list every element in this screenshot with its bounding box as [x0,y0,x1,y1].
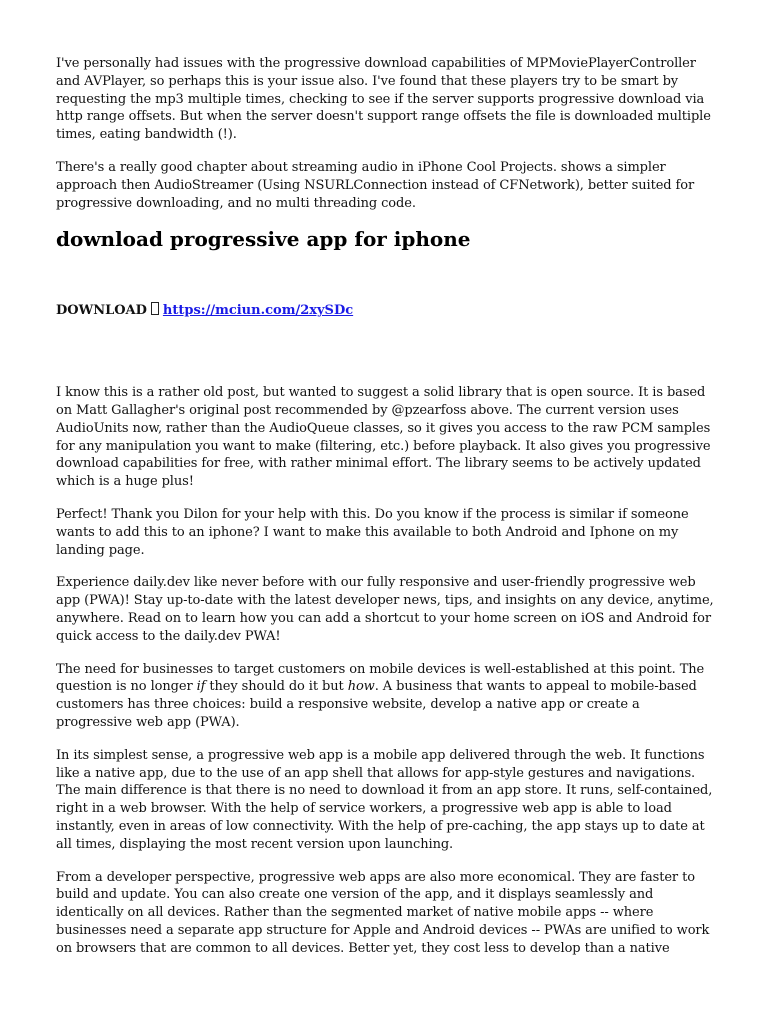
paragraph-library-suggestion: I know this is a rather old post, but wanted to suggest a solid library that is open source. It is based on Matt Gallagher's original post recommended by @pzearfoss above. The current version uses AudioUnits now, rather than the AudioQueue classes, so it gives you access to the raw PCM samples for any manipulation you want to make (filtering, etc.) before playback. It also gives you progressive download capabilities for free, with rather minimal effort. The library seems to be actively updated which is a huge plus! [56,385,711,490]
download-line [56,302,716,320]
paragraph-business-need [56,661,716,732]
page-heading: download progressive app for iphone [56,227,471,252]
paragraph-player-issues: I've personally had issues with the progressive download capabilities of MPMoviePlayerController and AVPlayer, so perhaps this is your issue also. I've found that these players try to be smart by requesting the mp3 multiple times, checking to see if the server supports progressive download via http range offsets. But when the server doesn't support range offsets the file is downloaded multiple times, eating bandwidth (!). [56,56,711,143]
paragraph-streaming-chapter: There's a really good chapter about streaming audio in iPhone Cool Projects. shows a simpler approach then AudioStreamer (Using NSURLConnection instead of CFNetwork), better suited for progressive downloading, and no multi threading code. [56,159,695,211]
document-page [56,55,716,972]
business-text-1: The need for businesses to target customers on mobile devices is well-established at this point. The question is no longer [56,661,705,695]
paragraph-daily-dev: Experience daily.dev like never before with our fully responsive and user-friendly progressive web app (PWA)! Stay up-to-date with the latest developer news, tips, and insights on any device, anytime, anywhere. Read on to learn how you can add a shortcut to your home screen on iOS and Android for quick access to the daily.dev PWA! [56,575,714,644]
business-text-3: . A business that wants to appeal to mobile-based customers has three choices: build a responsive website, develop a native app or create a progressive web app (PWA). [56,679,697,730]
missing-glyph-icon [151,302,159,315]
paragraph-pwa-definition: In its simplest sense, a progressive web app is a mobile app delivered through the web. It functions like a native app, due to the use of an app shell that allows for app-style gestures and navigations. The main difference is that there is no need to download it from an app store. It runs, self-contained, right in a web browser. With the help of service workers, a progressive web app is able to load instantly, even in areas of low connectivity. With the help of pre-caching, the app stays up to date at all times, displaying the most recent version upon launching. [56,747,713,852]
download-label: DOWNLOAD [56,303,147,319]
download-link[interactable]: https://mciun.com/2xySDc [162,303,354,319]
paragraph-pwa-economics: From a developer perspective, progressive web apps are also more economical. They are faster to build and update. You can also create one version of the app, and it displays seamlessly and identically on all devices. Rather than the segmented market of native mobile apps -- where businesses need a separate app structure for Apple and Android devices -- PWAs are unified to work on browsers that are common to all devices. Better yet, they cost less to develop than a native [56,869,710,956]
spacer [56,320,716,384]
business-em-how: how [347,679,375,695]
business-text-2: they should do it but [205,679,348,695]
paragraph-thank-you: Perfect! Thank you Dilon for your help with this. Do you know if the process is similar if someone wants to add this to an iphone? I want to make this available to both Android and Iphone on my landing page. [56,506,689,558]
business-em-if: if [196,679,206,695]
